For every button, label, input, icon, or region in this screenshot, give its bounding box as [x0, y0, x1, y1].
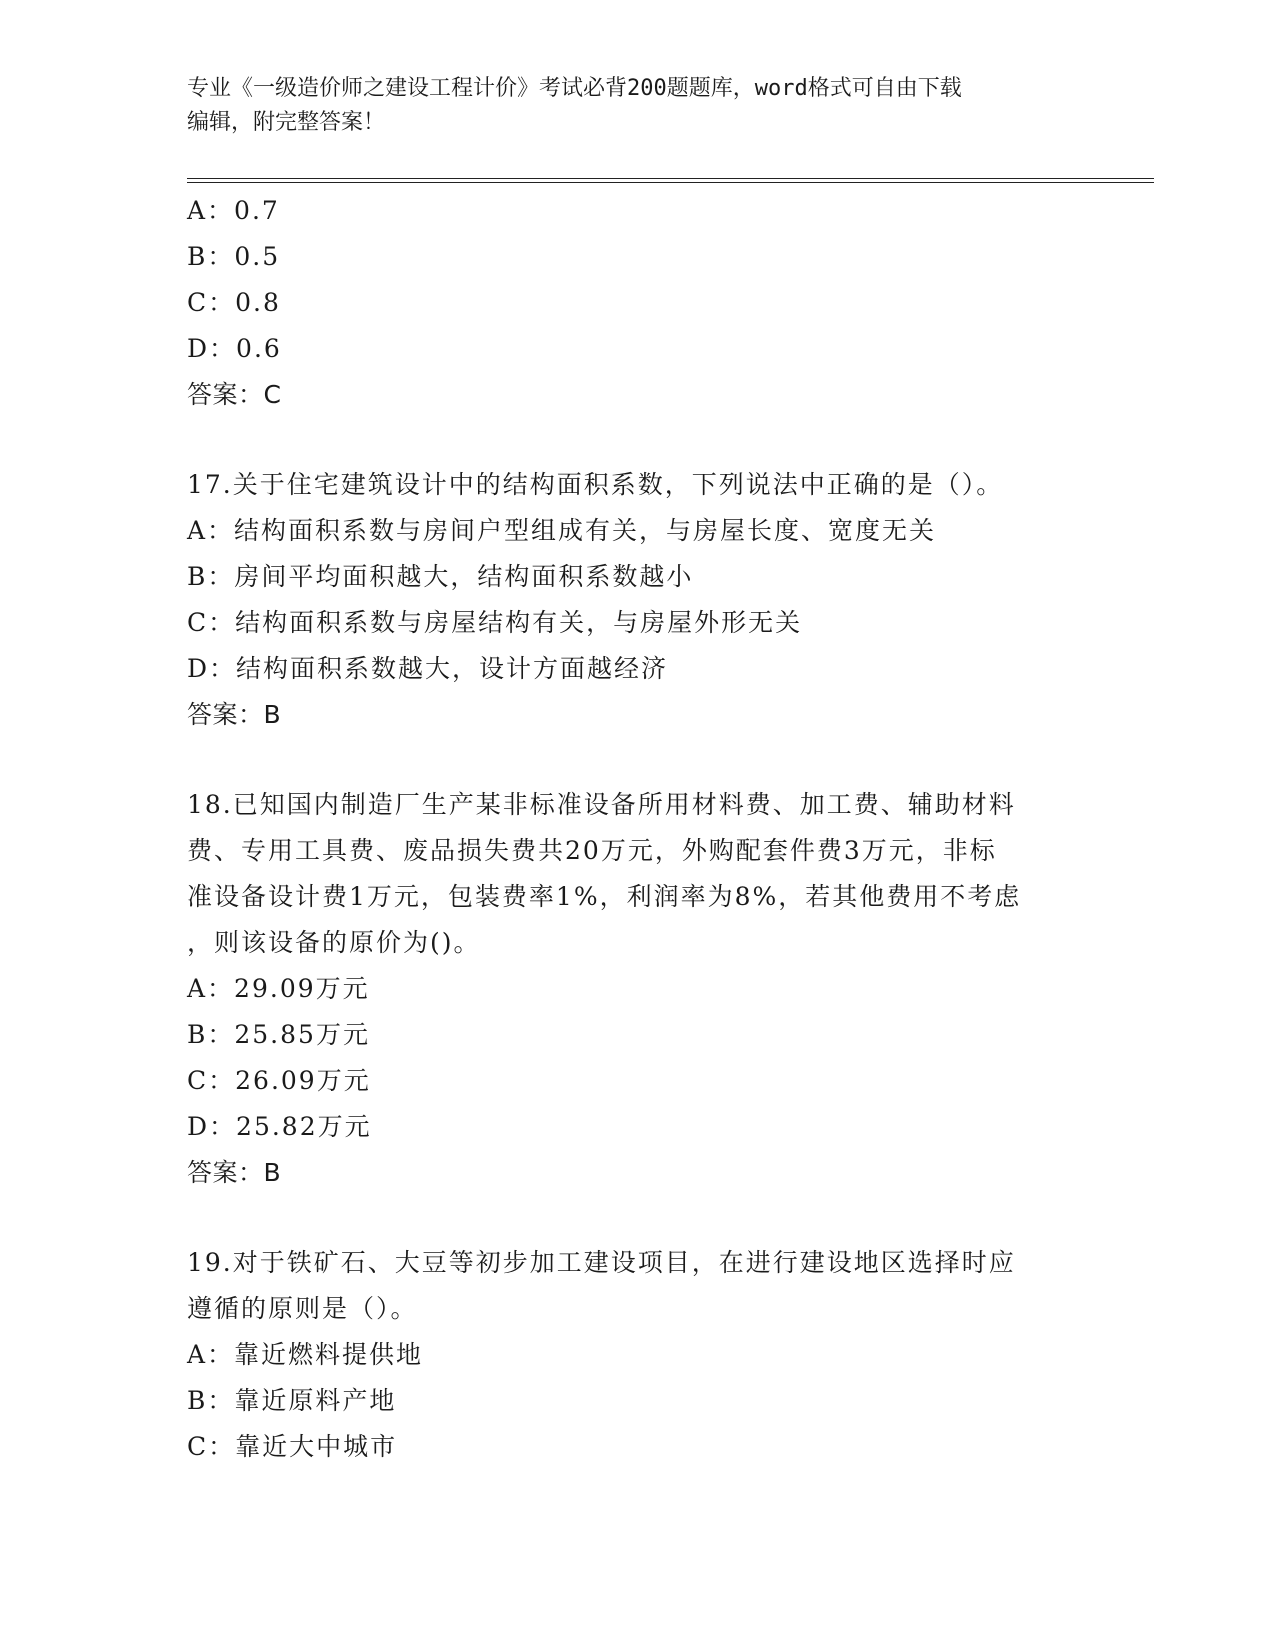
- option-a: A：0.7: [187, 196, 280, 225]
- question-stem-line-2: 遵循的原则是（）。: [187, 1294, 418, 1323]
- answer: 答案：B: [187, 1158, 282, 1187]
- option-a: A：结构面积系数与房间户型组成有关，与房屋长度、宽度无关: [187, 516, 937, 545]
- question-17: [187, 462, 1087, 738]
- question-18: [187, 782, 1087, 1196]
- option-c: C：结构面积系数与房屋结构有关，与房屋外形无关: [187, 608, 803, 637]
- option-b: B：0.5: [187, 242, 281, 271]
- option-c: C：26.09万元: [187, 1066, 371, 1095]
- question-stem-line-3: 准设备设计费1万元，包装费率1%，利润率为8%，若其他费用不考虑: [187, 882, 1022, 911]
- option-d: D：0.6: [187, 334, 282, 363]
- question-stem-line-2: 费、专用工具费、废品损失费共20万元，外购配套件费3万元，非标: [187, 836, 997, 865]
- question-stem: 17.关于住宅建筑设计中的结构面积系数，下列说法中正确的是（）。: [187, 470, 1004, 499]
- question-stem-line-1: 18.已知国内制造厂生产某非标准设备所用材料费、加工费、辅助材料: [187, 790, 1016, 819]
- question-stem-line-4: ，则该设备的原价为()。: [187, 928, 481, 957]
- option-b: B：靠近原料产地: [187, 1386, 397, 1415]
- question-16: [187, 188, 1087, 418]
- option-d: D：25.82万元: [187, 1112, 372, 1141]
- header-line-1: 专业《一级造价师之建设工程计价》考试必背200题题库，word格式可自由下载: [187, 76, 962, 101]
- question-19: [187, 1240, 1087, 1470]
- option-b: B：25.85万元: [187, 1020, 370, 1049]
- header-divider-top: [187, 178, 1154, 179]
- question-stem-line-1: 19.对于铁矿石、大豆等初步加工建设项目，在进行建设地区选择时应: [187, 1248, 1016, 1277]
- question-content: [187, 188, 1087, 1470]
- option-d: D：结构面积系数越大，设计方面越经济: [187, 654, 669, 683]
- document-header: [187, 72, 1087, 140]
- option-a: A：靠近燃料提供地: [187, 1340, 424, 1369]
- header-line-2: 编辑，附完整答案！: [187, 110, 386, 135]
- answer: 答案：C: [187, 380, 282, 409]
- answer: 答案：B: [187, 700, 282, 729]
- option-a: A：29.09万元: [187, 974, 370, 1003]
- option-c: C：0.8: [187, 288, 281, 317]
- option-b: B：房间平均面积越大，结构面积系数越小: [187, 562, 694, 591]
- option-c: C：靠近大中城市: [187, 1432, 398, 1461]
- header-divider-bottom: [187, 182, 1154, 183]
